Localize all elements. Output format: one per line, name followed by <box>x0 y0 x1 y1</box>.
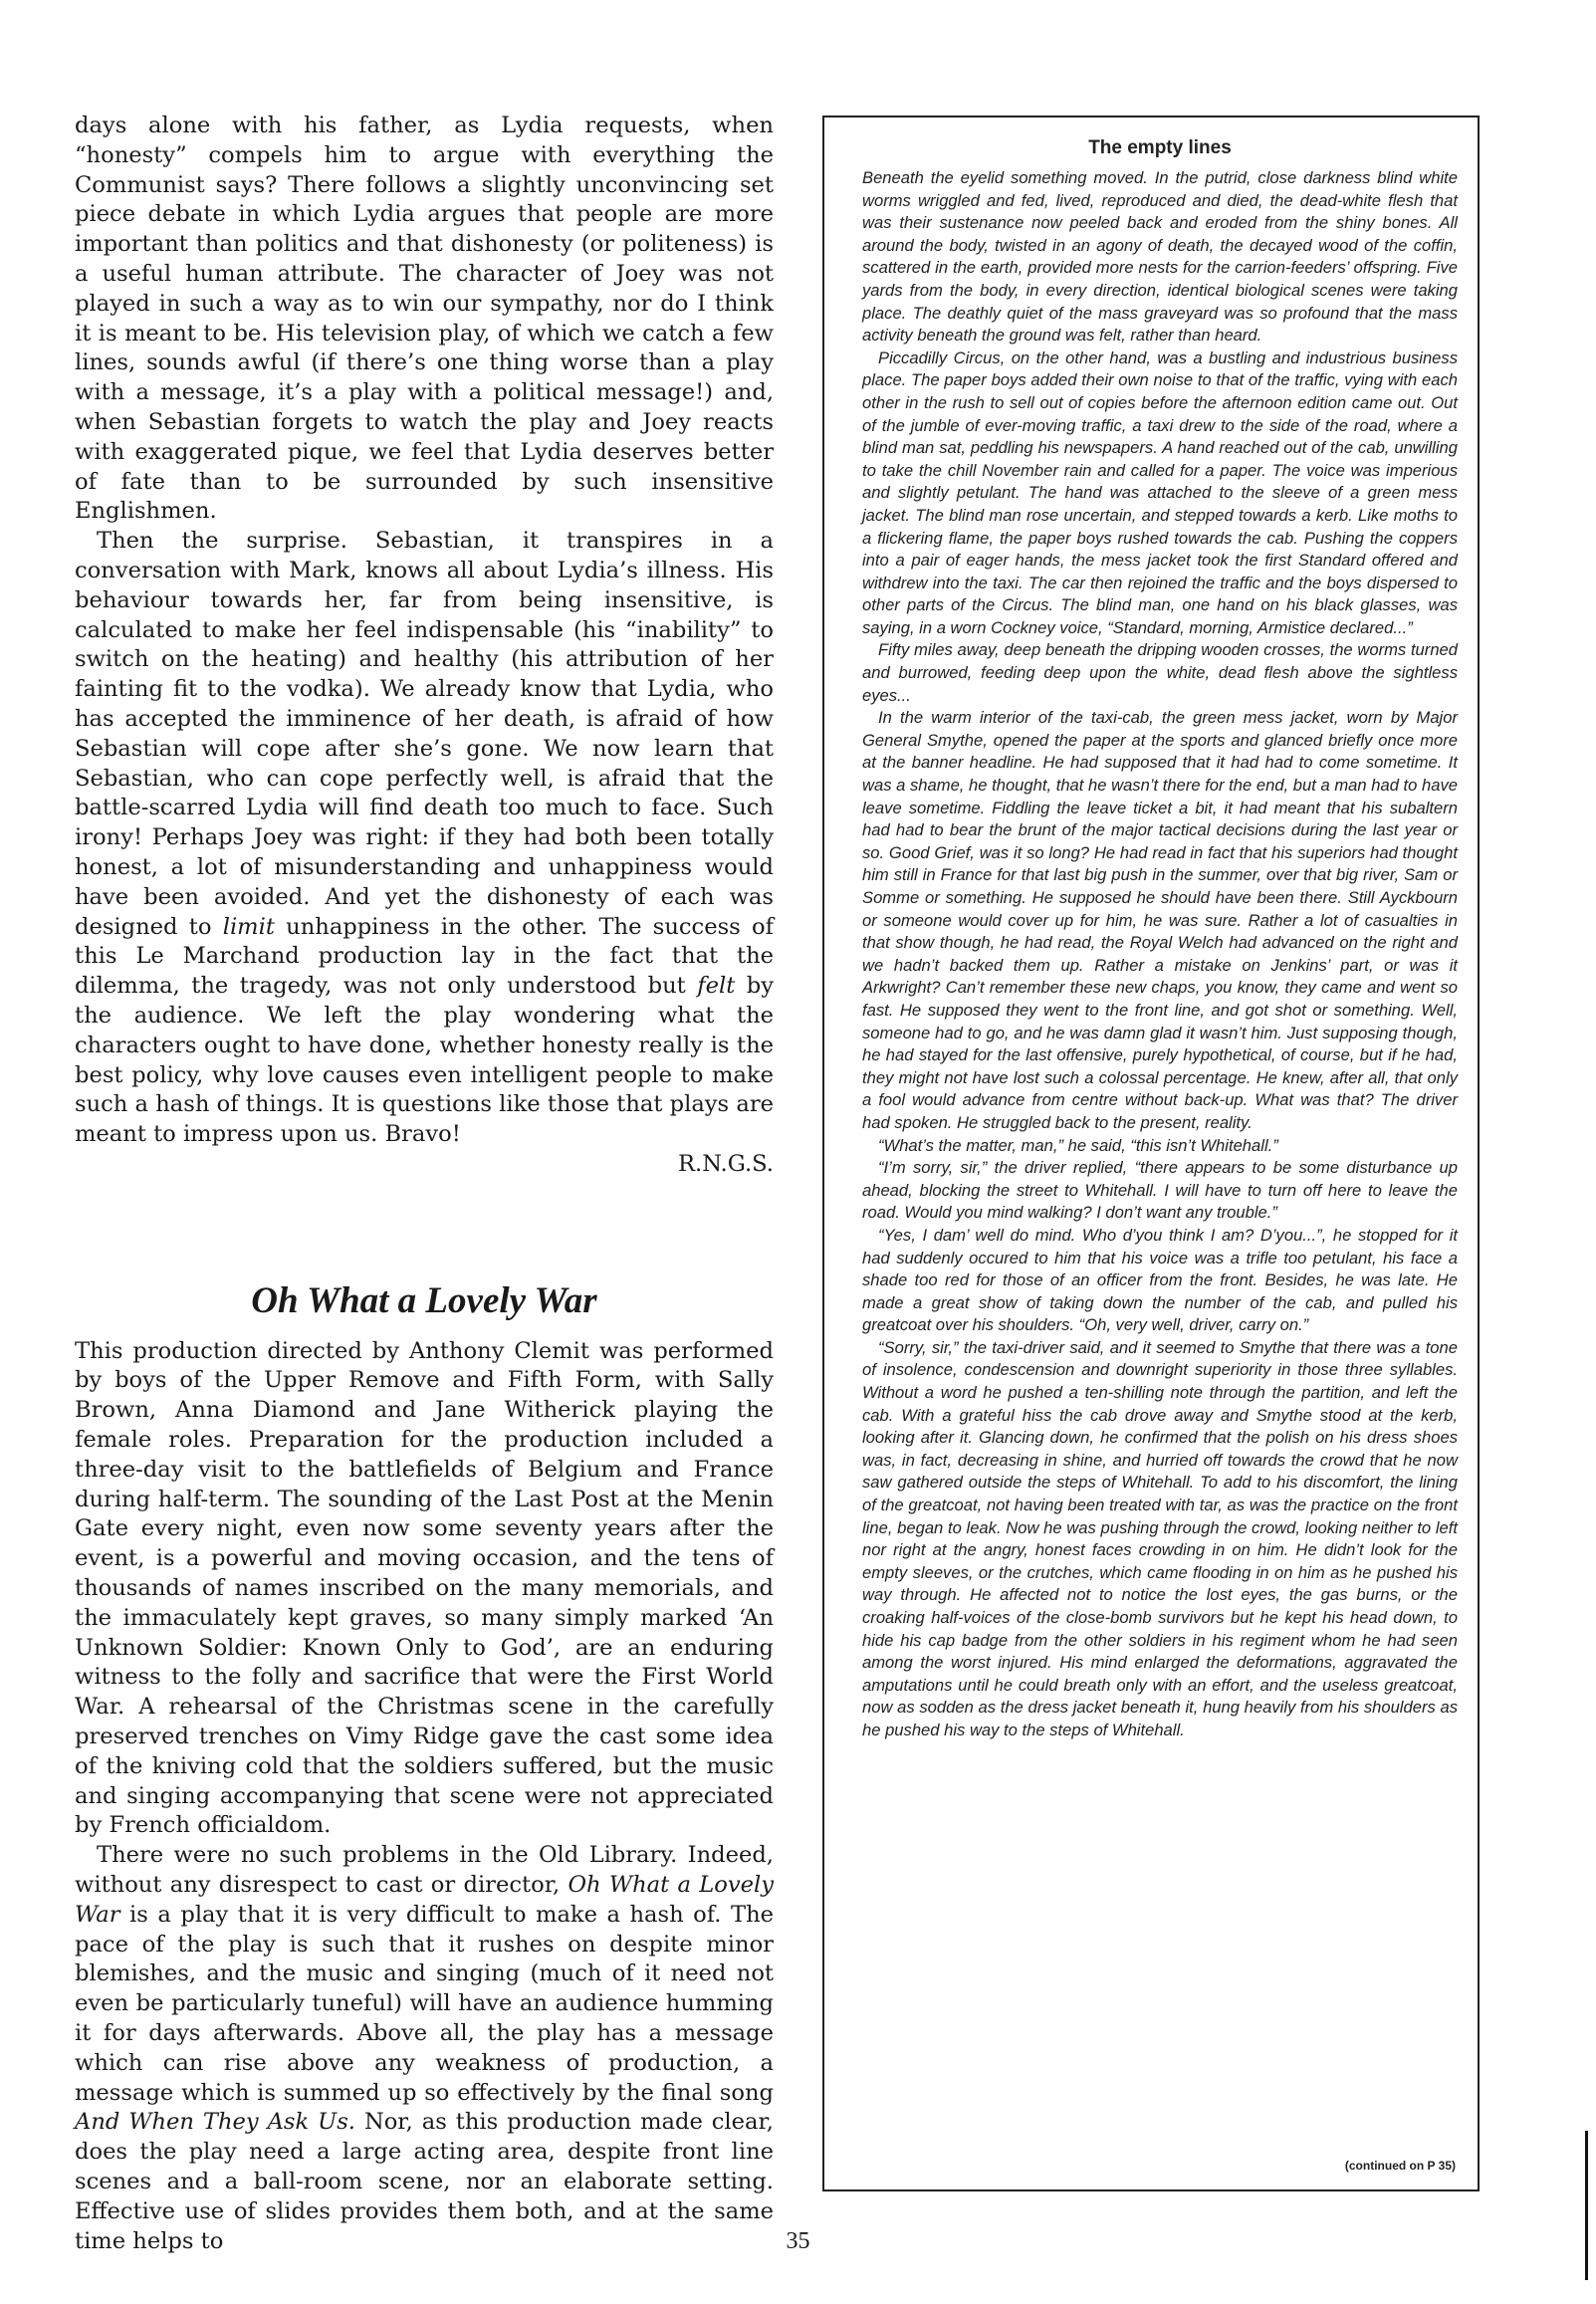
paragraph: Then the surprise. Sebastian, it transpires in a conversation with Mark, knows all about Lydia’s illness. His behaviour towards her, far from being insensitive, is calculated to make her feel indispensable (his “inability” to switch on the heating) and healthy (his attribution of her fainting fit to the vodka). We already know that Lydia, who has accepted the imminence of her death, is afraid of how Sebastian will cope after she’s gone. We now learn that Sebastian, who can cope perfectly well, is afraid that the battle-scarred Lydia will find death too much to face. Such irony! Perhaps Joey was right: if they had both been totally honest, a lot of misunderstanding and unhappiness would have been avoided. And yet the dishonesty of each was designed to limit unhappiness in the other. The success of this Le Marchand production lay in the fact that the dilemma, the tragedy, was not only understood but felt by the audience. We left the play wondering what the characters ought to have done, whether honesty really is the best policy, why love causes even intelligent people to make such a hash of things. It is questions like those that plays are meant to impress upon us. Bravo! <box>75 528 775 1148</box>
story-paragraph: “I’m sorry, sir,” the driver replied, “there appears to be some disturbance up ahead, blocking the street to Whitehall. I will have to turn off here to leave the road. Would you mind walking? I don’t want any trouble.” <box>862 1158 1458 1223</box>
story-title: The empty lines <box>1088 137 1232 158</box>
story-paragraph: In the warm interior of the taxi-cab, the green mess jacket, worn by Major General Smythe, opened the paper at the sports and glanced briefly once more at the banner headline. He had supposed that it had had to come sometime. It was a shame, he thought, that he wasn’t there for the end, but a man had to have leave sometime. Fiddling the leave ticket a bit, it had meant that his subaltern had had to bear the brunt of the major tactical decisions during the last year or so. Good Grief, was it so long? He had read in fact that his superiors had thought him still in France for that last big push in the summer, over that big river, Sam or Somme or something. He supposed he should have been there. Still Ayckbourn or someone would cover up for him, he was sure. Rather a lot of casualties in that show though, he had read, the Royal Welch had advanced on the right and we hadn’t backed them up. Rather a mistake on Jenkins’ part, or was it Arkwright? Can’t remember these new chaps, you know, they came and went so fast. He supposed they went to the front line, and got shot or something. Well, someone had to go, and he was damn glad it wasn’t him. Just supposing though, he had stayed for the last offensive, purely hypothetical, of course, but if he had, they might not have lost such a colossal percentage. He knew, after all, that only a fool would advance from centre without back-up. What was that? The driver had spoken. He struggled back to the present, reality. <box>862 708 1458 1132</box>
review-signature: R.N.G.S. <box>678 1150 774 1177</box>
story-paragraph: Beneath the eyelid something moved. In the putrid, close darkness blind white worms wriggled and fed, lived, reproduced and died, the dead-white flesh that was their sustenance now peeled back and eroded from the shiny bones. All around the body, twisted in an agony of death, the decayed wood of the coffin, scattered in the earth, provided more nests for the carrion-feeders’ offspring. Five yards from the body, in every direction, identical biological scenes were taking place. The deathly quiet of the mass graveyard was so profound that the mass activity beneath the ground was felt, rather than heard. <box>862 168 1458 346</box>
story-paragraph: Fifty miles away, deep beneath the dripping wooden crosses, the worms turned and burrowed, feeding deep upon the white, dead flesh above the sightless eyes... <box>862 640 1458 705</box>
paragraph: This production directed by Anthony Clemit was performed by boys of the Upper Remove and Fifth Form, with Sally Brown, Anna Diamond and Jane Witherick playing the female roles. Preparation for the production included a three-day visit to the battlefields of Belgium and France during half-term. The sounding of the Last Post at the Menin Gate every night, even now some seventy years after the event, is a powerful and moving occasion, and the tens of thousands of names inscribed on the many memorials, and the immaculately kept graves, so many simply marked ‘An Unknown Soldier: Known Only to God’, are an enduring witness to the folly and sacrifice that were the First World War. A rehearsal of the Christmas scene in the carefully preserved trenches on Vimy Ridge gave the cast some idea of the kniving cold that the soldiers suffered, but the music and singing accompanying that scene were not appreciated by French officialdom. <box>75 1337 774 1839</box>
song-title: And When They Ask Us. <box>75 2109 355 2136</box>
story-paragraph: Piccadilly Circus, on the other hand, was a bustling and industrious business place. The paper boys added their own noise to that of the traffic, vying with each other in the rush to sell out of copies before the afternoon edition came out. Out of the jumble of ever-moving traffic, a taxi drew to the side of the road, where a blind man sat, peddling his newspapers. A hand reached out of the cab, unwilling to take the chill November rain and called for a paper. The voice was imperious and slightly petulant. The hand was attached to the sleeve of a green mess jacket. The blind man rose uncertain, and stepped towards a kerb. Like moths to a flickering flame, the paper boys rushed towards the cab. Pushing the coppers into a pair of eager hands, the mess jacket took the first Standard offered and withdrew into the taxi. The car then rejoined the traffic and the boys dispersed to other parts of the Circus. The blind man, one hand on his black glasses, was saying, in a worn Cockney voice, “Standard, morning, Armistice declared...” <box>862 347 1458 637</box>
emphasis: felt <box>697 973 736 1000</box>
story-paragraph: “Yes, I dam’ well do mind. Who d’you think I am? D’you...”, he stopped for it had suddenly occured to him that his voice was a trifle too petulant, his face a shade too red for those of an officer from the front. Besides, he was late. He made a great show of taking down the number of the cab, and pulled his greatcoat over his shoulders. “Oh, very well, driver, carry on.” <box>862 1225 1458 1335</box>
scan-edge-mark <box>1585 2131 1588 2280</box>
article-left-column <box>75 112 774 2256</box>
story-paragraph: “Sorry, sir,” the taxi-driver said, and it seemed to Smythe that there was a tone of insolence, condescension and downright superiority in those three syllables. Without a word he pushed a ten-shilling note through the partition, and left the cab. With a grateful hiss the cab drove away and Smythe stood at the kerb, looking after it. Glancing down, he confirmed that the polish on his dress shoes was, in fact, decreasing in shine, and hurried off towards the crowd that he now saw gathered outside the steps of Whitehall. To add to his discomfort, the lining of the greatcoat, not having been treated with tar, as was the practice on the front line, began to leak. Now he was pushing through the crowd, looking neither to left nor right at the angry, honest faces crowding in on him. He didn’t look for the empty sleeves, or the crutches, which came flooding in on him as he pushed his way through. He affected not to notice the lost eyes, the gas burns, or the croaking half-voices of the close-bomb survivors but he kept his head down, to hide his cap badge from the other soldiers in his regiment whom he had seen among the worst injured. His mind enlarged the deformations, aggravated the amputations until he could breath only with an effort, and the useless greatcoat, now as sodden as the dress jacket beneath it, hung heavily from his shoulders as he pushed his way to the steps of Whitehall. <box>862 1337 1458 1739</box>
continued-note: (continued on P 35) <box>1344 2159 1456 2174</box>
story-paragraph: “What’s the matter, man,” he said, “this isn’t Whitehall.” <box>878 1135 1278 1155</box>
emphasis: limit <box>222 913 275 940</box>
review-title: Oh What a Lovely War <box>251 1279 597 1321</box>
paragraph: days alone with his father, as Lydia requests, when “honesty” compels him to argue with everything the Communist says? There follows a slightly unconvincing set piece debate in which Lydia argues that people are more important than politics and that dishonesty (or politeness) is a useful human attribute. The character of Joey was not played in such a way as to win our sympathy, nor do I think it is meant to be. His television play, of which we catch a few lines, sounds awful (if there’s one thing worse than a play with a message, it’s a play with a political message!) and, when Sebastian forgets to watch the play and Joey reacts with exaggerated pique, we feel that Lydia deserves better of fate than to be surrounded by such insensitive Englishmen. <box>75 113 774 525</box>
page-number: 35 <box>786 2228 810 2254</box>
paragraph: There were no such problems in the Old Library. Indeed, without any disrespect to cast or director, Oh What a Lovely War is a play that it is very difficult to make a hash of. The pace of the play is such that it rushes on despite minor blemishes, and the music and singing (much of it need not even be particularly tuneful) will have an audience humming it for days afterwards. Above all, the play has a message which can rise above any weakness of production, a message which is summed up so effectively by the final song And When They Ask Us. Nor, as this production made clear, does the play need a large acting area, despite front line scenes and a ball-room scene, nor an elaborate setting. Effective use of slides provides them both, and at the same time helps to <box>75 1842 774 2254</box>
story-box <box>822 115 1480 2191</box>
play-title: Oh What a Lovely War <box>75 1872 774 1928</box>
